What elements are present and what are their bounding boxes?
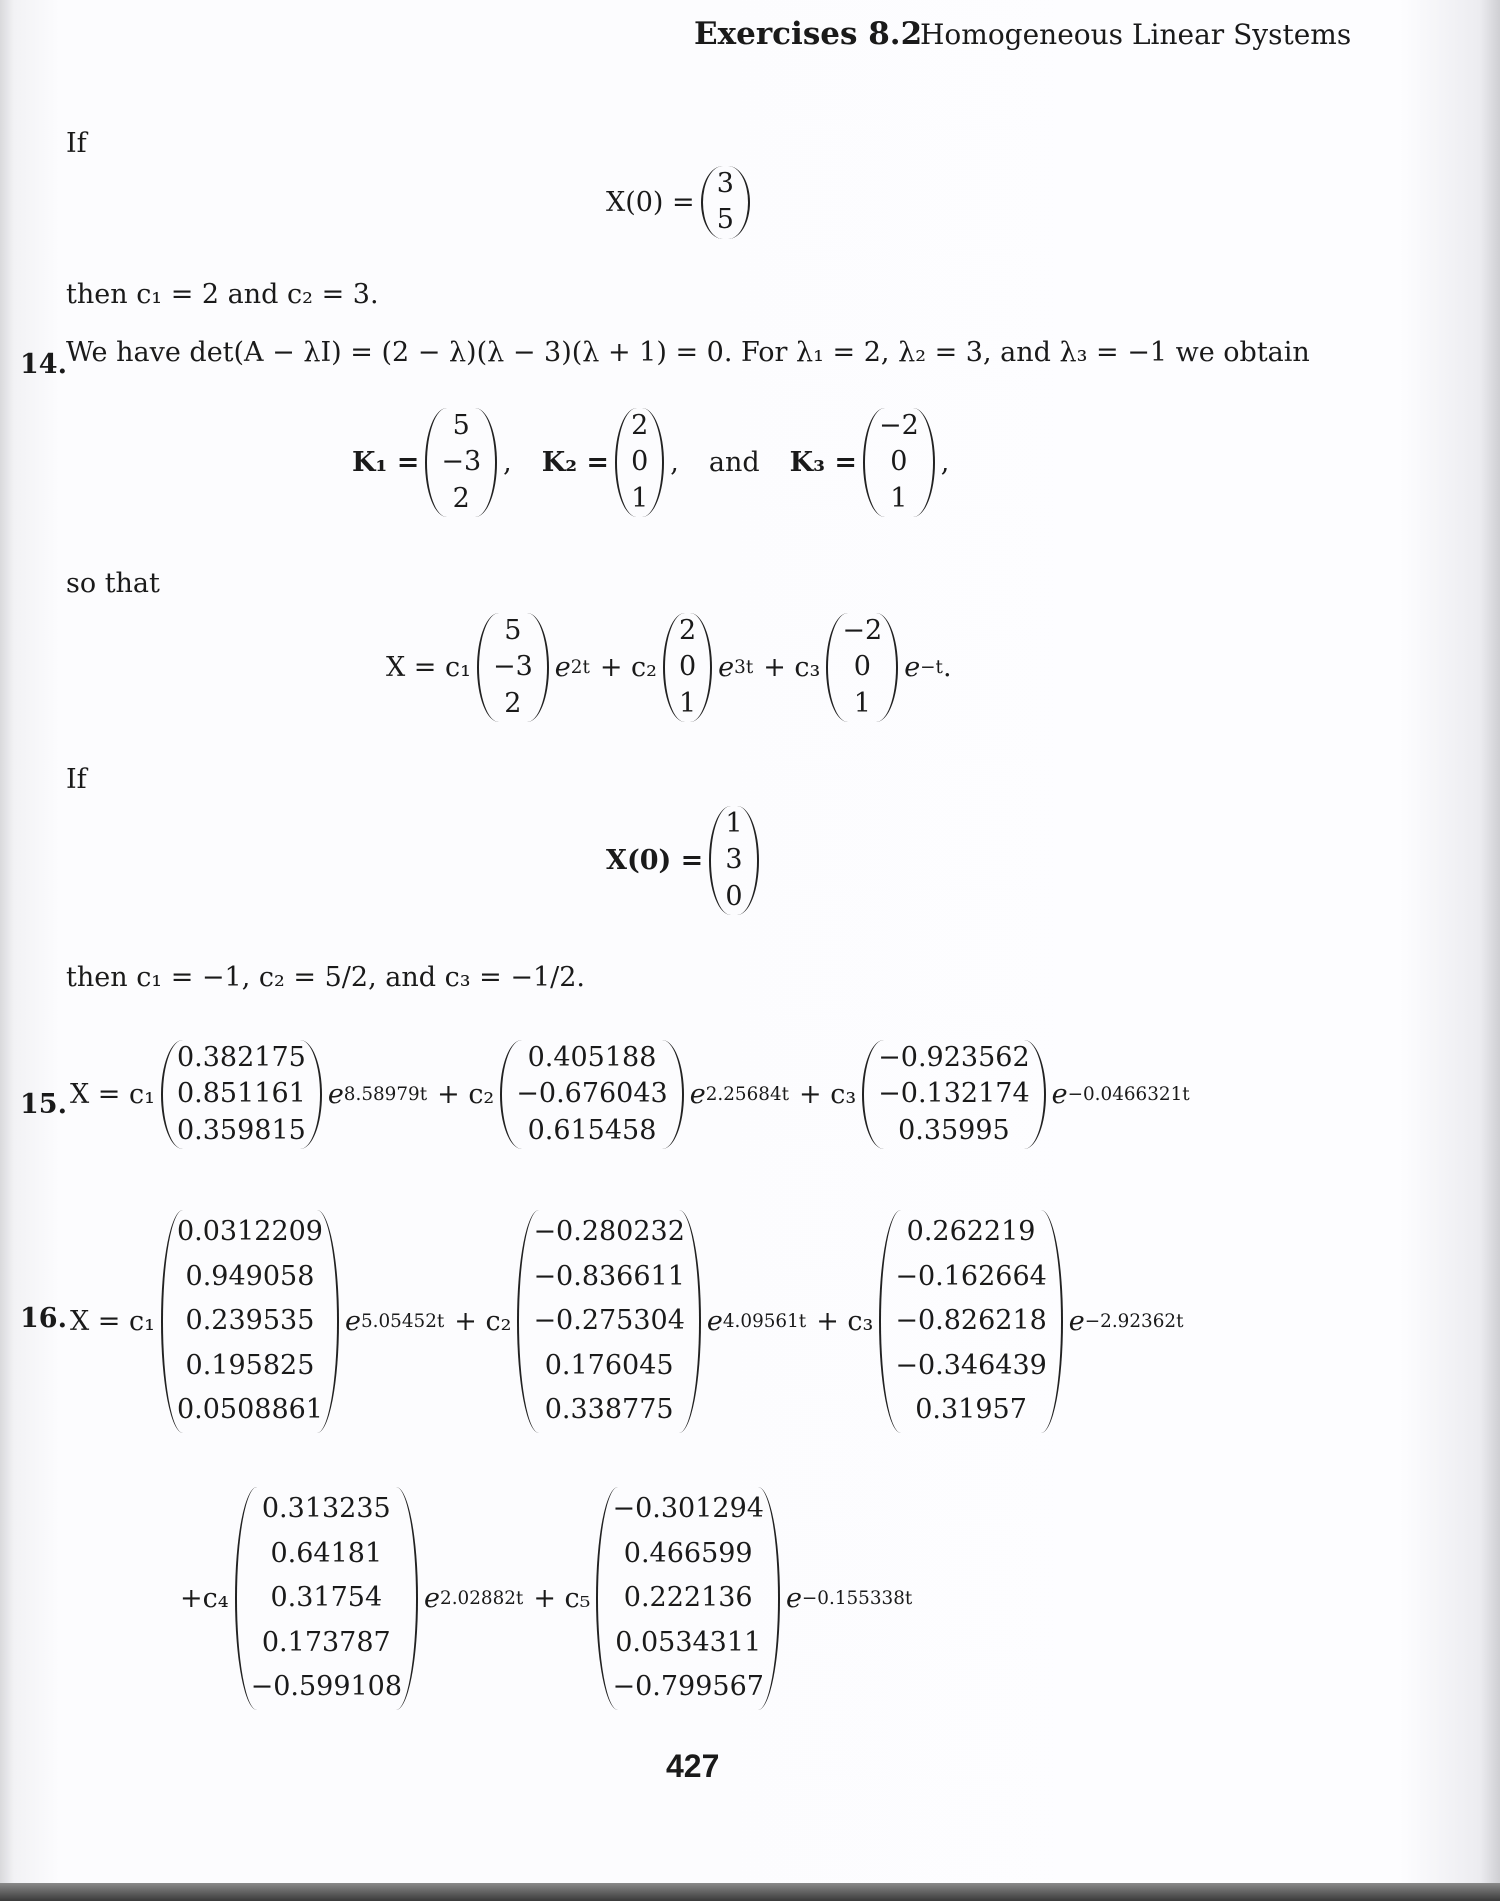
k1-label: K₁ = [352,447,420,479]
initial-condition-1 [606,166,756,239]
k2-label: K₂ = [541,447,610,479]
problem-number-16: 16. [20,1303,67,1334]
p16-vector-1: 0.0312209 0.949058 0.239535 0.195825 0.0508861 [161,1210,339,1433]
solution-vector-3: −2 0 1 [826,613,898,722]
then-text-1: then c₁ = 2 and c₂ = 3. [66,279,379,310]
then-text-2: then c₁ = −1, c₂ = 5/2, and c₃ = −1/2. [66,962,585,993]
solution-vector-2: 2 0 1 [663,613,712,722]
p15-vector-1: 0.382175 0.851161 0.359815 [161,1040,322,1149]
k3-vector: −2 0 1 [863,408,935,517]
solution-16-line-1: X = c₁ 0.0312209 0.949058 0.239535 0.195825 0.0508861 e 5.05452t + c₂ −0.280232 −0.836611 −0.275304 0.176045 0.338775 e 4.09561t + c₃ 0.262219 −0.162664 −0.826218 −0.346439 0.31957 e −2.92362t [70,1210,1183,1433]
problem-number-14: 14. [20,349,67,380]
p15-lhs: X = c₁ [70,1079,155,1111]
solution-lhs: X = c₁ [386,652,471,684]
solution-15: X = c₁ 0.382175 0.851161 0.359815 e 8.58979t + c₂ 0.405188 −0.676043 0.615458 e 2.25684t + c₃ −0.923562 −0.132174 0.35995 e −0.0466321t [70,1040,1190,1149]
page-edge-shadow [0,1883,1500,1901]
x0b-lhs: X(0) = [606,845,704,877]
and-word: and [708,447,760,479]
p16-vector-5: −0.301294 0.466599 0.222136 0.0534311 −0.799567 [596,1487,779,1710]
x0b-vector: 1 3 0 [709,806,758,915]
if-text-2: If [66,764,87,795]
section-subtitle: Homogeneous Linear Systems [920,18,1352,51]
problem-number-15: 15. [20,1089,67,1120]
section-title: Exercises 8.2 [694,16,923,52]
p16-lhs: X = c₁ [70,1305,155,1337]
k2-vector: 2 0 1 [615,408,664,517]
p15-vector-3: −0.923562 −0.132174 0.35995 [862,1040,1045,1149]
x0-lhs: X(0) = [606,186,695,218]
p16-vector-4: 0.313235 0.64181 0.31754 0.173787 −0.599108 [235,1487,418,1710]
if-text-1: If [66,128,87,159]
solution-vector-1: 5 −3 2 [477,613,549,722]
k1-vector: 5 −3 2 [425,408,497,517]
k3-label: K₃ = [789,447,857,479]
solution-16-line-2: +c₄ 0.313235 0.64181 0.31754 0.173787 −0.599108 e 2.02882t + c₅ −0.301294 0.466599 0.222136 0.0534311 −0.799567 e −0.155338t [180,1487,912,1710]
eigenvectors-14: K₁ = 5 −3 2 , K₂ = 2 0 1 , and K₃ = −2 0 1 , [352,408,949,517]
p15-vector-2: 0.405188 −0.676043 0.615458 [500,1040,683,1149]
general-solution-14: X = c₁ 5 −3 2 e 2t + c₂ 2 0 1 e 3t + c₃ −2 0 1 e −t . [386,613,952,722]
page-number: 427 [666,1748,720,1784]
so-that-text: so that [66,568,160,599]
p16-vector-3: 0.262219 −0.162664 −0.826218 −0.346439 0.31957 [879,1210,1062,1433]
x0-vector: 3 5 [701,166,750,239]
problem-14-text: We have det(A − λI) = (2 − λ)(λ − 3)(λ + 1) = 0. For λ₁ = 2, λ₂ = 3, and λ₃ = −1 we obtain [66,337,1310,368]
initial-condition-2 [606,806,765,915]
p16-vector-2: −0.280232 −0.836611 −0.275304 0.176045 0.338775 [517,1210,700,1433]
